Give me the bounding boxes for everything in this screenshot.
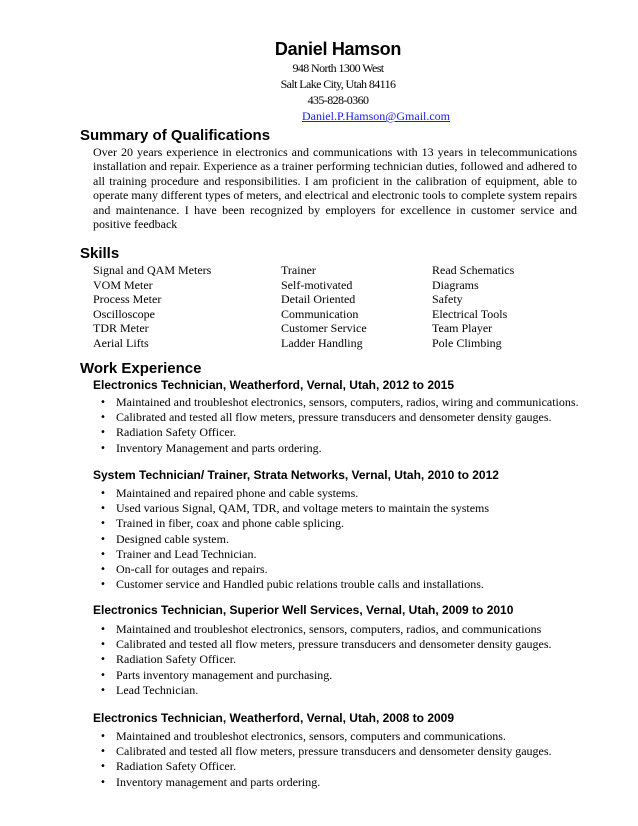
candidate-name: Daniel Hamson xyxy=(274,39,402,59)
list-item: • Calibrated and tested all flow meters, pressure transducers and densometer density gauges. xyxy=(100,637,552,652)
list-item: • Parts inventory management and purchasing. xyxy=(100,667,333,682)
list-item: • Maintained and troubleshot electronics, sensors, computers and communications. xyxy=(100,729,506,743)
list-item: • Used various Signal, QAM, TDR, and voltage meters to maintain the systems xyxy=(100,501,490,516)
bullet-icon: • xyxy=(100,654,106,666)
bullet-icon: • xyxy=(100,776,106,788)
summary-paragraph: Over 20 years experience in electronics and communications with 13 years in telecommunications installation and repair. Experience as a trainer performing technician duties, followed and adhered to all training procedure and responsibilities. I am proficient in the calibration of equipment, able to operate many different types of meters, and electrical and electronic tools to complete system repairs and maintenance. I have been recognized by employers for excellence in customer service and positive feedback xyxy=(93,145,577,232)
skills-column-2 xyxy=(281,263,367,351)
work-experience-heading: Work Experience xyxy=(80,360,202,377)
job-title: System Technician/ Trainer, Strata Networks, Vernal, Utah, 2010 to 2012 xyxy=(93,468,499,482)
phone-number: 435-828-0360 xyxy=(307,93,369,107)
street-address: 948 North 1300 West xyxy=(292,61,384,75)
skill-item: Electrical Tools xyxy=(432,306,508,321)
bullet-icon: • xyxy=(100,548,106,560)
list-item: • Maintained and troubleshot electronics, sensors, computers, radios, wiring and communications. xyxy=(100,395,579,409)
bullet-icon: • xyxy=(100,731,106,742)
summary-heading: Summary of Qualifications xyxy=(80,127,271,144)
bullet-icon: • xyxy=(100,518,106,530)
bullet-icon: • xyxy=(100,503,106,515)
skill-item: Oscilloscope xyxy=(93,306,155,321)
list-item: • Inventory management and parts ordering. xyxy=(100,774,321,789)
list-item: • Radiation Safety Officer. xyxy=(100,759,237,774)
job-bullet-list xyxy=(100,622,552,698)
skill-item: TDR Meter xyxy=(93,321,149,336)
city-state-zip: Salt Lake City, Utah 84116 xyxy=(280,77,396,91)
skills-column-3 xyxy=(432,263,514,351)
skill-item: Pole Climbing xyxy=(432,335,502,350)
job-bullet-list xyxy=(100,486,489,592)
list-item: • Calibrated and tested all flow meters, pressure transducers and densometer density gauges. xyxy=(100,410,552,425)
email-link[interactable]: Daniel.P.Hamson@Gmail.com xyxy=(301,109,451,123)
list-item: • Trained in fiber, coax and phone cable splicing. xyxy=(100,516,345,531)
job-title: Electronics Technician, Superior Well Services, Vernal, Utah, 2009 to 2010 xyxy=(93,603,514,617)
bullet-icon: • xyxy=(100,488,106,499)
skill-item: Detail Oriented xyxy=(281,292,356,307)
job-title: Electronics Technician, Weatherford, Vernal, Utah, 2012 to 2015 xyxy=(93,378,455,392)
skill-item: Signal and QAM Meters xyxy=(93,263,212,277)
bullet-icon: • xyxy=(100,761,106,773)
skill-item: Ladder Handling xyxy=(281,335,363,350)
list-item: • Calibrated and tested all flow meters, pressure transducers and densometer density gauges. xyxy=(100,744,552,759)
list-item: • Inventory Management and parts ordering. xyxy=(100,440,322,455)
skill-item: Safety xyxy=(432,292,463,307)
skill-item: Aerial Lifts xyxy=(93,335,149,350)
bullet-icon: • xyxy=(100,442,106,454)
list-item: • Customer service and Handled pubic relations trouble calls and installations. xyxy=(100,577,484,592)
skills-heading: Skills xyxy=(80,245,120,262)
list-item: • Maintained and repaired phone and cable systems. xyxy=(100,486,359,500)
bullet-icon: • xyxy=(100,746,106,758)
skill-item: Customer Service xyxy=(281,321,367,336)
bullet-icon: • xyxy=(100,639,106,651)
bullet-icon: • xyxy=(100,397,106,408)
skill-item: Team Player xyxy=(432,321,493,336)
list-item: • Designed cable system. xyxy=(100,531,229,546)
resume-header xyxy=(0,38,638,124)
list-item: • Lead Technician. xyxy=(100,682,199,697)
list-item: • Radiation Safety Officer. xyxy=(100,425,237,440)
list-item: • Radiation Safety Officer. xyxy=(100,652,237,667)
bullet-icon: • xyxy=(100,579,106,591)
skill-item: Communication xyxy=(281,306,359,321)
skill-item: VOM Meter xyxy=(93,277,153,292)
list-item: • On-call for outages and repairs. xyxy=(100,562,268,577)
job-bullet-list xyxy=(100,395,579,456)
bullet-icon: • xyxy=(100,412,106,424)
job-bullet-list xyxy=(100,729,552,790)
bullet-icon: • xyxy=(100,669,106,681)
list-item: • Maintained and troubleshot electronics, sensors, computers, radios, and communications xyxy=(100,622,542,636)
bullet-icon: • xyxy=(100,684,106,696)
bullet-icon: • xyxy=(100,533,106,545)
job-title: Electronics Technician, Weatherford, Vernal, Utah, 2008 to 2009 xyxy=(93,711,455,725)
bullet-icon: • xyxy=(100,564,106,576)
skill-item: Trainer xyxy=(281,263,316,277)
bullet-icon: • xyxy=(100,624,106,635)
skills-column-1 xyxy=(93,263,211,351)
skill-item: Process Meter xyxy=(93,292,162,307)
list-item: • Trainer and Lead Technician. xyxy=(100,546,257,561)
skill-item: Diagrams xyxy=(432,277,479,292)
bullet-icon: • xyxy=(100,427,106,439)
skill-item: Self-motivated xyxy=(281,277,353,292)
skill-item: Read Schematics xyxy=(432,263,515,277)
